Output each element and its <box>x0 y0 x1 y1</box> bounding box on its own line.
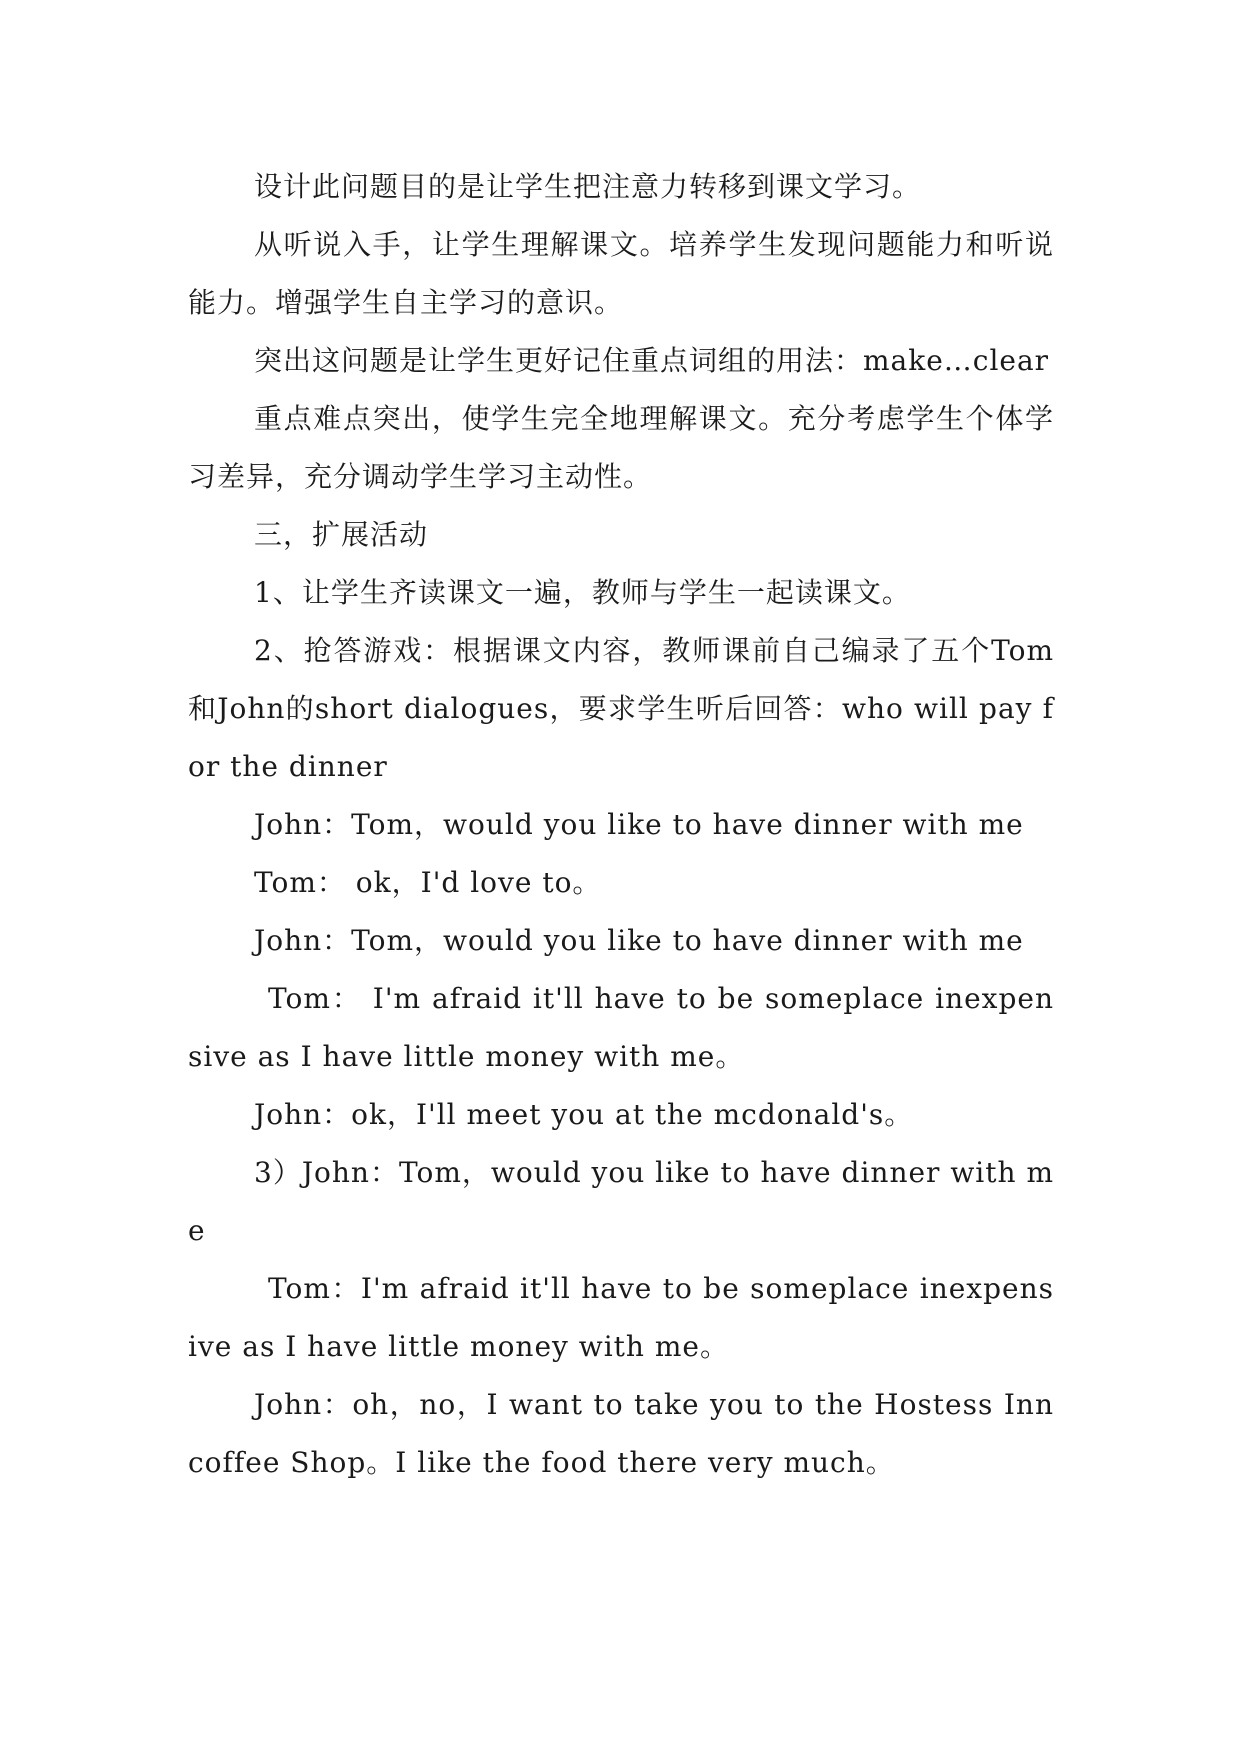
dialogue-line: 3）John：Tom，would you like to have dinner with me <box>188 1156 1054 1247</box>
dialogue-line: Tom： I'm afraid it'll have to be someplace inexpensive as I have little money with me。 <box>188 982 1054 1073</box>
dialogue-line: John：ok，I'll meet you at the mcdonald's。 <box>254 1098 914 1131</box>
list-item: 1、让学生齐读课文一遍，教师与学生一起读课文。 <box>254 576 911 609</box>
paragraph: 突出这问题是让学生更好记住重点词组的用法：make…clear <box>254 344 1050 377</box>
list-item: 2、抢答游戏：根据课文内容，教师课前自己编录了五个Tom和John的short dialogues，要求学生听后回答：who will pay for the dinner <box>188 634 1054 783</box>
dialogue-line: John：Tom，would you like to have dinner with me <box>254 808 1024 841</box>
paragraph: 重点难点突出，使学生完全地理解课文。充分考虑学生个体学习差异，充分调动学生学习主动性。 <box>188 402 1054 493</box>
dialogue-line: John：oh，no，I want to take you to the Hostess Inn coffee Shop。I like the food there very much。 <box>188 1388 1054 1479</box>
document-body <box>188 158 1054 1492</box>
paragraph: 设计此问题目的是让学生把注意力转移到课文学习。 <box>254 170 922 203</box>
dialogue-line: John：Tom，would you like to have dinner with me <box>254 924 1024 957</box>
dialogue-line: Tom：I'm afraid it'll have to be someplace inexpensive as I have little money with me。 <box>188 1272 1054 1363</box>
paragraph: 从听说入手，让学生理解课文。培养学生发现问题能力和听说能力。增强学生自主学习的意识。 <box>188 228 1054 319</box>
section-heading: 三，扩展活动 <box>254 518 429 551</box>
dialogue-line: Tom： ok，I'd love to。 <box>254 866 602 899</box>
